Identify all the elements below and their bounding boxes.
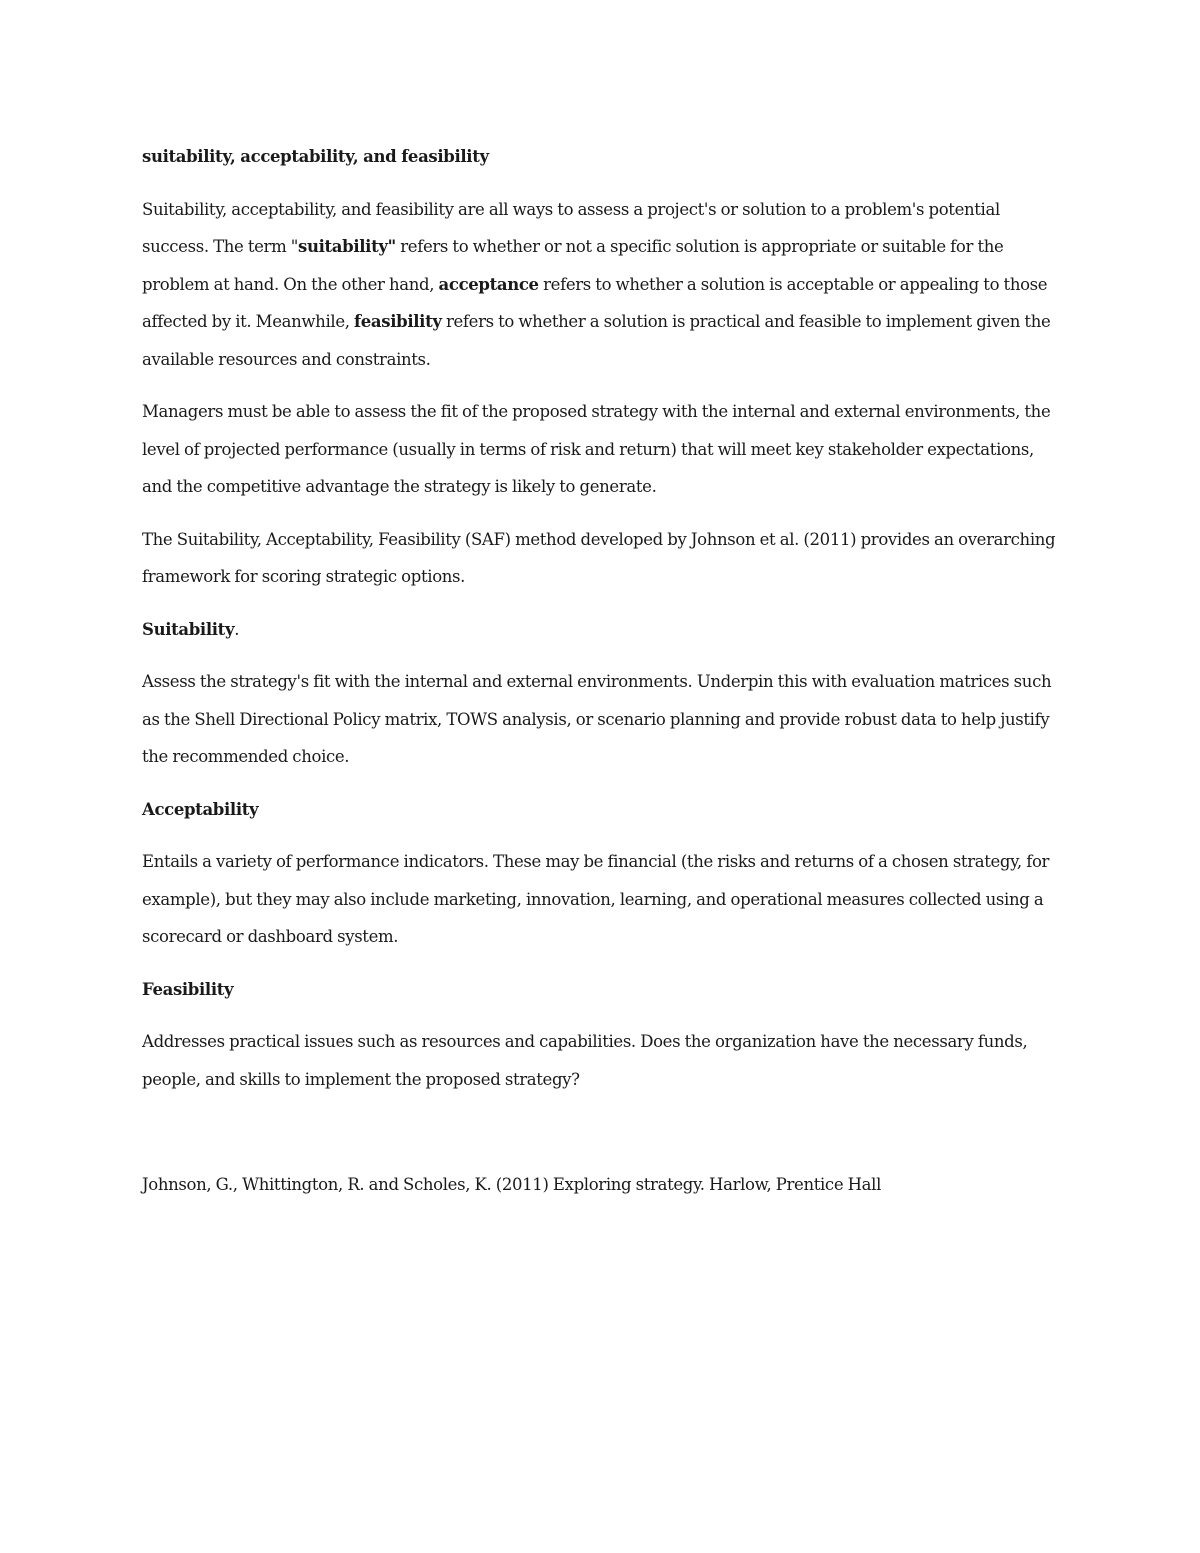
intro-text-2: refers to whether or not a specific solution is appropriate or suitable for the problem at hand. On the other hand, bbox=[142, 237, 1004, 294]
intro-text-4: refers to whether a solution is practical and feasible to implement given the available resources and constraints. bbox=[142, 312, 1051, 369]
managers-paragraph: Managers must be able to assess the fit of the proposed strategy with the internal and external environments, the level of projected performance (usually in terms of risk and return) that will meet key stakeholder expectations, and the competitive advantage the strategy is likely to generate. bbox=[142, 402, 1051, 496]
intro-text-3: refers to whether a solution is acceptable or appealing to those affected by it. Meanwhile, bbox=[142, 274, 1048, 331]
document-body bbox=[142, 138, 1057, 1204]
feasibility-paragraph: Addresses practical issues such as resources and capabilities. Does the organization have the necessary funds, people, and skills to implement the proposed strategy? bbox=[142, 1032, 1028, 1089]
saf-paragraph: The Suitability, Acceptability, Feasibility (SAF) method developed by Johnson et al. (2011) provides an overarching framework for scoring strategic options. bbox=[142, 529, 1056, 586]
term-feasibility: feasibility bbox=[354, 312, 442, 331]
document-title: suitability, acceptability, and feasibility bbox=[142, 147, 489, 166]
suitability-heading bbox=[142, 611, 1057, 649]
intro-paragraph bbox=[142, 191, 1057, 379]
reference-citation: Johnson, G., Whittington, R. and Scholes, K. (2011) Exploring strategy. Harlow, Prentice Hall bbox=[142, 1175, 882, 1194]
suitability-heading-period: . bbox=[234, 619, 240, 639]
intro-text-1: Suitability, acceptability, and feasibility are all ways to assess a project's or solution to a problem's potential success. The term " bbox=[142, 199, 1000, 256]
term-suitability: suitability" bbox=[298, 237, 396, 256]
term-acceptance: acceptance bbox=[438, 274, 539, 294]
suitability-heading-text: Suitability bbox=[142, 619, 235, 639]
acceptability-heading: Acceptability bbox=[142, 799, 259, 819]
acceptability-paragraph: Entails a variety of performance indicators. These may be financial (the risks and returns of a chosen strategy, for example), but they may also include marketing, innovation, learning, and operational measures collected using a scorecard or dashboard system. bbox=[142, 852, 1050, 946]
suitability-paragraph: Assess the strategy's fit with the internal and external environments. Underpin this with evaluation matrices such as the Shell Directional Policy matrix, TOWS analysis, or scenario planning and provide robust data to help justify the recommended choice. bbox=[142, 672, 1052, 766]
feasibility-heading: Feasibility bbox=[142, 979, 234, 999]
